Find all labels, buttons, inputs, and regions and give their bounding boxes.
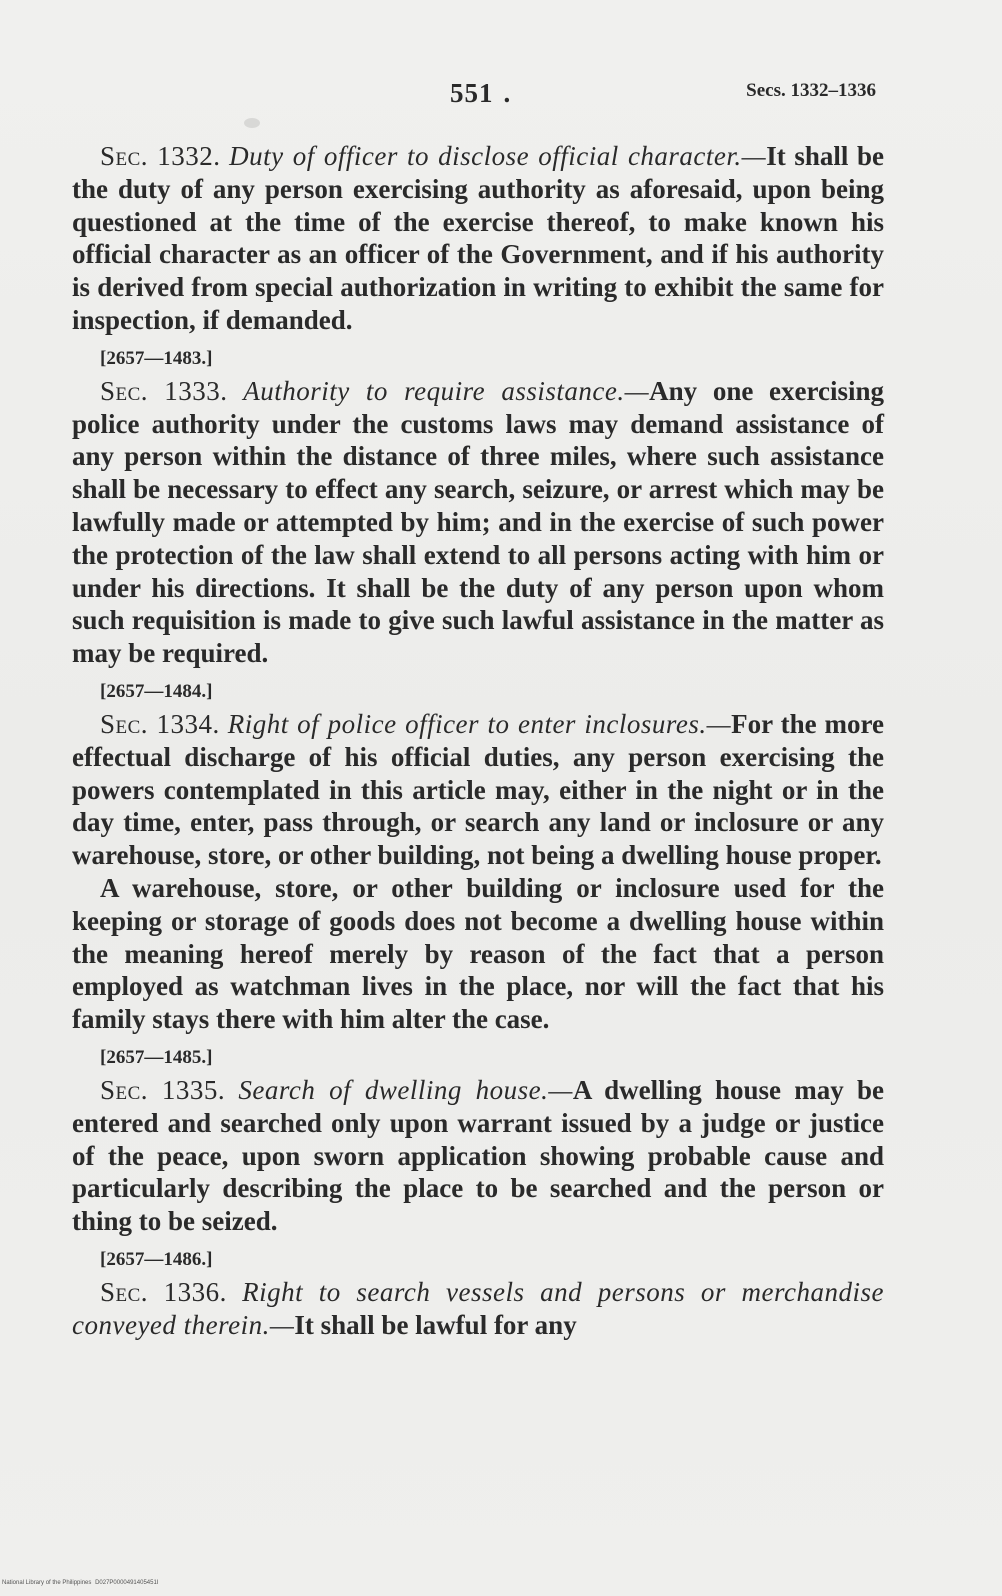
scan-speck (244, 118, 260, 128)
section-label: Sec. 1335. (100, 1074, 226, 1105)
section-title: Search of dwelling house.— (238, 1074, 573, 1105)
page-header (72, 78, 884, 118)
section-title: Duty of officer to disclose official character.— (229, 141, 767, 171)
body-text (72, 140, 884, 1342)
section-paragraph: Sec. 1332. Duty of officer to disclose official character.—It shall be the duty of any person exercising authority as aforesaid, upon being questioned at the time of the exercise thereof, to make known his official character as an officer of the Government, and if his authority is derived from special authorization in writing to exhibit the same for inspection, if demanded. (72, 141, 885, 335)
section-label: Sec. 1334. (100, 708, 220, 739)
page-number: 551 . (450, 78, 512, 108)
section-paragraph: Sec. 1335. Search of dwelling house.—A dwelling house may be entered and searched only upon warrant issued by a judge or justice of the peace, upon sworn application showing probable cause and particularly describing the place to be searched and the person or thing to be seized. (72, 1074, 885, 1237)
section-title: Right of police officer to enter inclosures.— (227, 708, 732, 739)
section-1333 (72, 375, 884, 706)
scan-footer (0, 1580, 1002, 1590)
citation: [2657—1485.] (100, 1046, 213, 1068)
section-label: Sec. 1332. (100, 141, 221, 171)
citation: [2657—1483.] (100, 347, 213, 369)
citation: [2657—1484.] (100, 680, 213, 702)
section-paragraph: Sec. 1336. Right to search vessels and persons or merchandise conveyed therein.—It shall be lawful for any (72, 1276, 884, 1340)
section-paragraph: Sec. 1333. Authority to require assistance.—Any one exercising police authority under the customs laws may demand assistance of any person within the distance of three miles, where such assistance shall be necessary to effect any search, seizure, or arrest which may be lawfully made or attempted by him; and in the exercise of such power the protection of the law shall extend to all persons acting with him or under his directions. It shall be the duty of any person upon whom such requisition is made to give such lawful assistance in the matter as may be required. (72, 375, 885, 669)
section-label: Sec. 1333. (100, 375, 228, 406)
scan-code: D027P0000491405451I (95, 1580, 159, 1586)
section-paragraph: Sec. 1334. Right of police officer to enter inclosures.—For the more effectual discharge of his official duties, any person exercising the powers contemplated in this article may, either in the night or in the day time, enter, pass through, or search any land or inclosure or any warehouse, store, or other building, not being a dwelling house proper. (72, 708, 885, 871)
section-1335 (72, 1074, 884, 1274)
sections-range: Secs. 1332–1336 (746, 80, 876, 101)
section-paragraph: A warehouse, store, or other building or inclosure used for the keeping or storage of goods does not become a dwelling house within the meaning hereof merely by reason of the fact that a person employed as watchman lives in the place, nor will the fact that his family stays there with him alter the case. (72, 872, 884, 1035)
section-1332 (72, 140, 884, 373)
section-title: Authority to require assistance.— (243, 375, 650, 406)
section-1334 (72, 708, 884, 1072)
library-name: National Library of the Philippines (2, 1580, 92, 1586)
section-label: Sec. 1336. (100, 1276, 227, 1307)
section-1336 (72, 1276, 884, 1342)
section-title: Right to search vessels and persons or merchandise conveyed therein.— (72, 1276, 884, 1340)
citation: [2657—1486.] (100, 1248, 213, 1270)
